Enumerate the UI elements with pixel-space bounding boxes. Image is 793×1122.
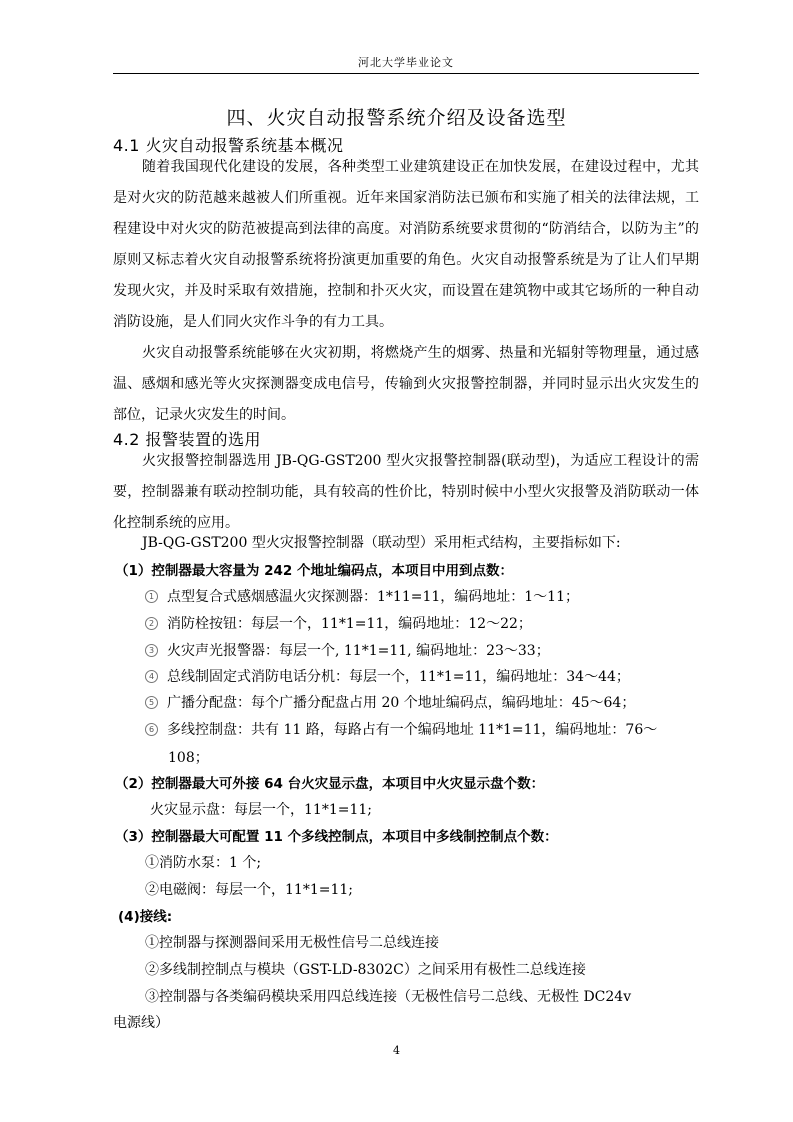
- list-item: [145, 586, 731, 608]
- list-item-continuation: 108；: [168, 750, 209, 766]
- page-number: 4: [393, 1044, 400, 1057]
- circled-number-icon: 2: [145, 617, 158, 630]
- circled-number-icon: 5: [145, 696, 158, 709]
- item-4-line: ③控制器与各类编码模块采用四总线连接（无极性信号二总线、无极性 DC24v: [145, 989, 632, 1005]
- item-2-line: 火灾显示盘：每层一个，11*1=11;: [150, 802, 372, 818]
- circled-number-icon: 1: [145, 590, 158, 603]
- section-title-4-2: 4.2 报警装置的选用: [113, 430, 262, 449]
- list-item: [145, 666, 731, 688]
- header-rule: [113, 73, 699, 74]
- item-3-line: ②电磁阀：每层一个，11*1=11;: [145, 882, 353, 898]
- list-item-text: 广播分配盘：每个广播分配盘占用 20 个地址编码点，编码地址：45～64；: [167, 695, 636, 711]
- section-title-4-1: 4.1 火灾自动报警系统基本概况: [113, 136, 344, 155]
- item-3-heading: （3）控制器最大可配置 11 个多线控制点，本项目中多线制控制点个数：: [115, 829, 558, 845]
- circled-number-icon: 6: [145, 723, 158, 736]
- list-item-text: 总线制固定式消防电话分机：每层一个，11*1=11，编码地址：34～44；: [167, 669, 630, 685]
- list-item: [145, 719, 731, 741]
- list-item: [145, 692, 731, 714]
- item-4-line: ②多线制控制点与模块（GST-LD-8302C）之间采用有极性二总线连接: [145, 962, 586, 978]
- item-4-line: ①控制器与探测器间采用无极性信号二总线连接: [145, 935, 439, 951]
- paragraph-4: JB-QG-GST200 型火灾报警控制器（联动型）采用柜式结构，主要指标如下:: [142, 535, 621, 551]
- list-item-text: 消防栓按钮：每层一个，11*1=11，编码地址：12～22；: [167, 616, 532, 632]
- item-4-heading: (4)接线:: [118, 909, 173, 925]
- paragraph-2: 火灾自动报警系统能够在火灾初期，将燃烧产生的烟雾、热量和光辐射等物理量，通过感温、感烟和感光等火灾探测器变成电信号，传输到火灾报警控制器，并同时显示出火灾发生的部位，记录火灾发生的时间。: [113, 345, 699, 423]
- list-item: [145, 613, 731, 635]
- list-item-text: 多线控制盘：共有 11 路，每路占有一个编码地址 11*1=11，编码地址：76～: [167, 722, 658, 738]
- running-header: 河北大学毕业论文: [358, 56, 454, 69]
- list-item-text: 火灾声光报警器：每层一个, 11*1=11, 编码地址：23～33；: [167, 643, 550, 659]
- item-1-heading: （1）控制器最大容量为 242 个地址编码点，本项目中用到点数：: [115, 563, 513, 579]
- circled-number-icon: 3: [145, 644, 158, 657]
- item-2-heading: （2）控制器最大可外接 64 台火灾显示盘，本项目中火灾显示盘个数：: [115, 776, 545, 792]
- item-3-line: ①消防水泵：1 个;: [145, 855, 262, 871]
- circled-number-icon: 4: [145, 670, 158, 683]
- list-item: [145, 640, 731, 662]
- paragraph-1: 随着我国现代化建设的发展，各种类型工业建筑建设正在加快发展，在建设过程中，尤其是对火灾的防范越来越被人们所重视。近年来国家消防法已颁布和实施了相关的法律法规，工程建设中对火灾的防范被提高到法律的高度。对消防系统要求贯彻的“防消结合，以防为主”的原则又标志着火灾自动报警系统将扮演更加重要的角色。火灾自动报警系统是为了让人们早期发现火灾，并及时采取有效措施，控制和扑灭火灾，而设置在建筑物中或其它场所的一种自动消防设施，是人们同火灾作斗争的有力工具。: [113, 159, 699, 330]
- list-item-text: 点型复合式感烟感温火灾探测器：1*11=11，编码地址：1～11；: [167, 589, 579, 605]
- chapter-title: 四、火灾自动报警系统介绍及设备选型: [226, 107, 567, 129]
- paragraph-3: 火灾报警控制器选用 JB-QG-GST200 型火灾报警控制器(联动型)，为适应工程设计的需要，控制器兼有联动控制功能，具有较高的性价比，特别时候中小型火灾报警及消防联动一体化控制系统的应用。: [113, 453, 699, 531]
- item-4-line-continuation: 电源线）: [113, 1015, 169, 1031]
